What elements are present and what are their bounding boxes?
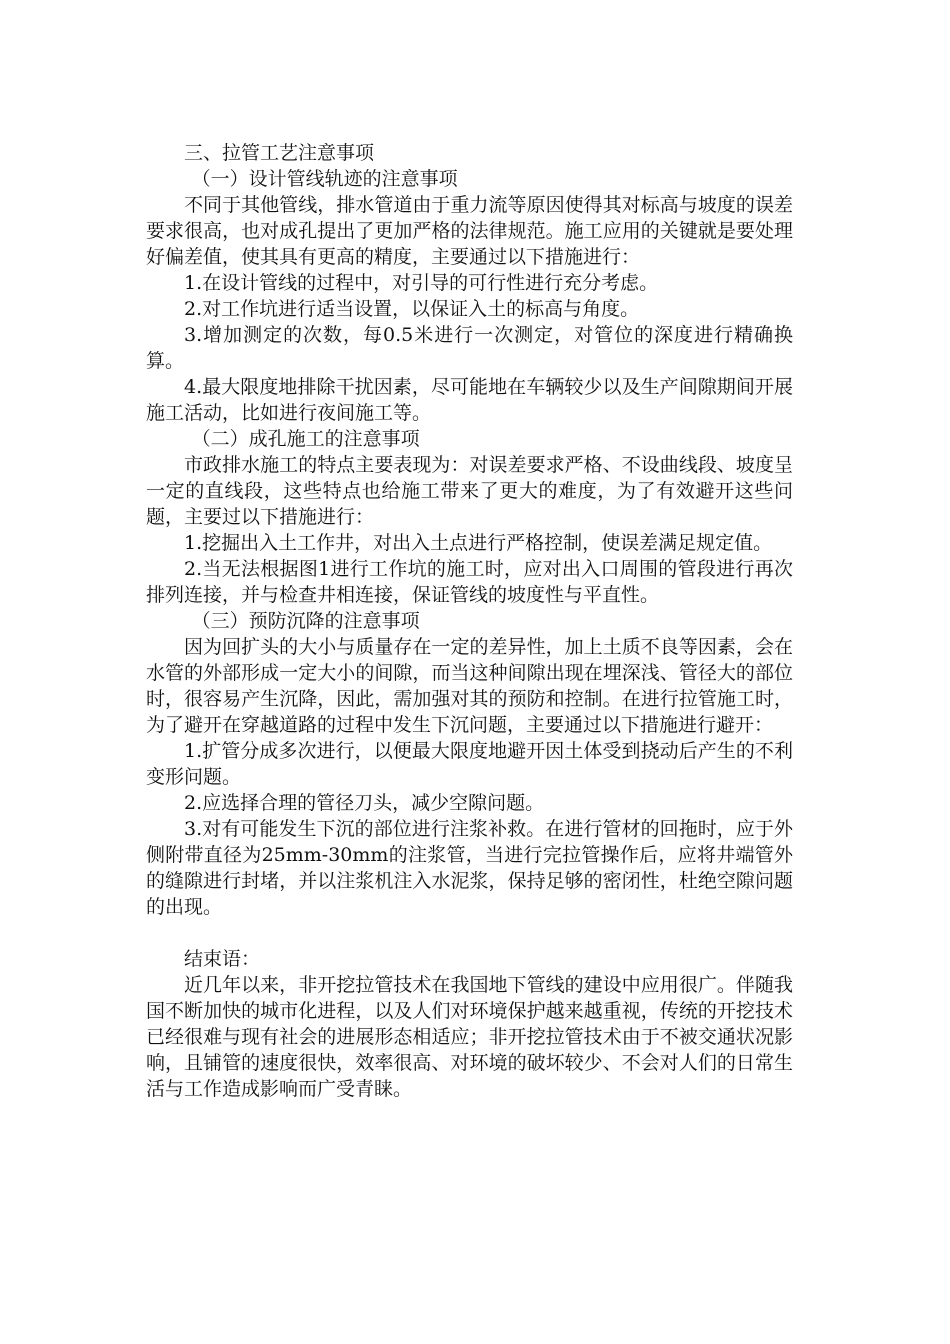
subsection-heading-3: （三）预防沉降的注意事项 [191,610,420,632]
document-body [146,140,793,1102]
subsection-heading-1: （一）设计管线轨迹的注意事项 [191,168,458,190]
list-item: 1.在设计管线的过程中，对引导的可行性进行充分考虑。 [184,272,659,294]
list-item: 2.对工作坑进行适当设置，以保证入土的标高与角度。 [184,298,640,320]
conclusion-heading: 结束语： [184,948,261,970]
list-item: 4.最大限度地排除干扰因素，尽可能地在车辆较少以及生产间隙期间开展施工活动，比如进行夜间施工等。 [146,376,793,424]
list-item: 2.当无法根据图1进行工作坑的施工时，应对出入口周围的管段进行再次排列连接，并与检查井相连接，保证管线的坡度性与平直性。 [146,558,793,606]
list-item: 1.挖掘出入土工作井，对出入土点进行严格控制，使误差满足规定值。 [184,532,773,554]
list-item: 3.对有可能发生下沉的部位进行注浆补救。在进行管材的回拖时，应于外侧附带直径为25mm-30mm的注浆管，当进行完拉管操作后，应将井端管外的缝隙进行封堵，并以注浆机注入水泥浆，保持足够的密闭性，杜绝空隙问题的出现。 [146,818,793,918]
paragraph: 市政排水施工的特点主要表现为：对误差要求严格、不设曲线段、坡度呈一定的直线段，这些特点也给施工带来了更大的难度，为了有效避开这些问题，主要过以下措施进行： [146,454,793,528]
subsection-heading-2: （二）成孔施工的注意事项 [191,428,420,450]
section-title: 三、拉管工艺注意事项 [184,142,375,164]
list-item: 1.扩管分成多次进行，以便最大限度地避开因土体受到挠动后产生的不利变形问题。 [146,740,793,788]
list-item: 2.应选择合理的管径刀头，减少空隙问题。 [184,792,545,814]
spacer [146,920,793,946]
conclusion-paragraph: 近几年以来，非开挖拉管技术在我国地下管线的建设中应用很广。伴随我国不断加快的城市化进程，以及人们对环境保护越来越重视，传统的开挖技术已经很难与现有社会的进展形态相适应；非开挖拉管技术由于不被交通状况影响，且铺管的速度很快，效率很高、对环境的破坏较少、不会对人们的日常生活与工作造成影响而广受青睐。 [146,974,793,1100]
paragraph: 因为回扩头的大小与质量存在一定的差异性，加上土质不良等因素，会在水管的外部形成一定大小的间隙，而当这种间隙出现在埋深浅、管径大的部位时，很容易产生沉降，因此，需加强对其的预防和控制。在进行拉管施工时，为了避开在穿越道路的过程中发生下沉问题，主要通过以下措施进行避开： [146,636,793,736]
paragraph: 不同于其他管线，排水管道由于重力流等原因使得其对标高与坡度的误差要求很高，也对成孔提出了更加严格的法律规范。施工应用的关键就是要处理好偏差值，使其具有更高的精度，主要通过以下措施进行： [146,194,793,268]
list-item: 3.增加测定的次数，每0.5米进行一次测定，对管位的深度进行精确换算。 [146,324,793,372]
